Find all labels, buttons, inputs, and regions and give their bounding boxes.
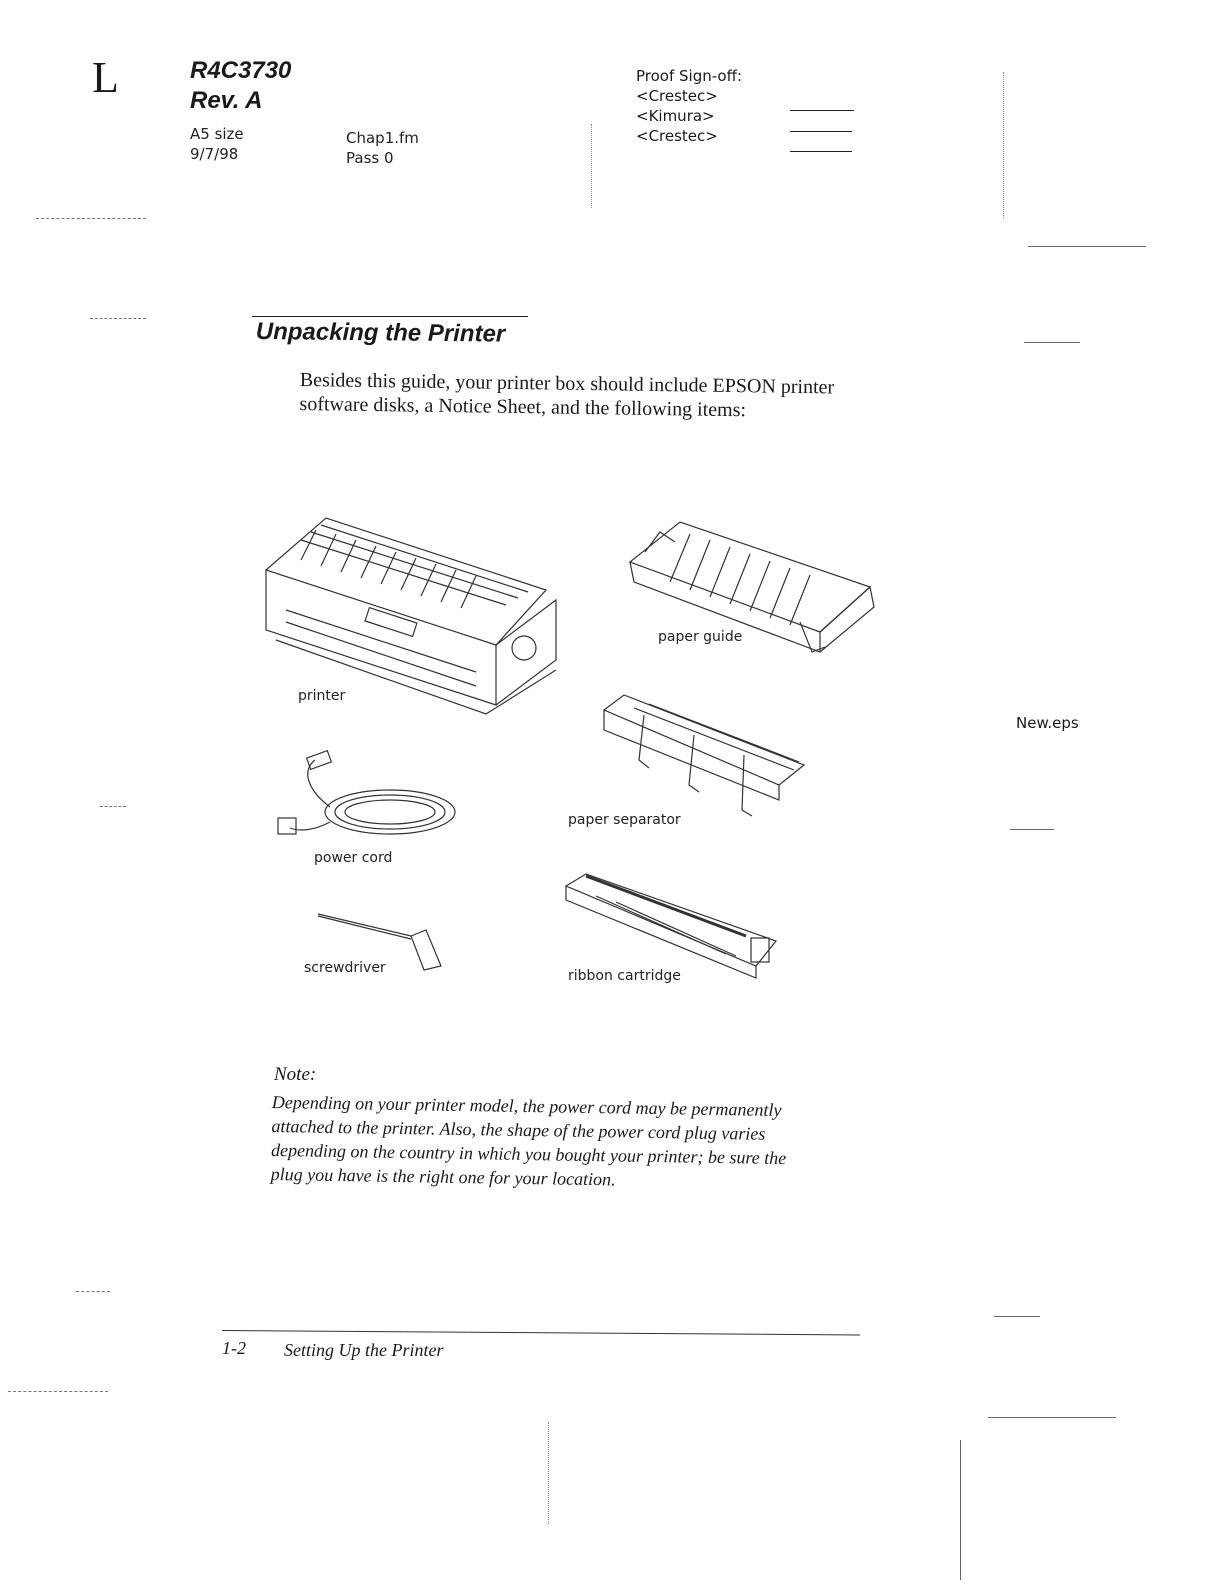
crop-mark [8,1391,108,1392]
footer-chapter-title: Setting Up the Printer [284,1340,444,1360]
caption-paper-guide: paper guide [658,629,743,645]
crop-mark [994,1316,1040,1317]
paper-separator-illustration [584,690,814,830]
note-line: plug you have is the right one for your location. [270,1163,616,1190]
meta-size: A5 size [190,125,244,143]
section-title: Unpacking the Printer [255,318,506,348]
side-label: New.eps [1016,714,1079,732]
crop-mark [1010,829,1054,830]
meta-size-date [190,124,244,164]
note-title: Note: [274,1064,317,1085]
caption-printer: printer [298,688,346,704]
note-line: depending on the country in which you bought your printer; be sure the [270,1139,787,1169]
proof-signoff [636,66,742,146]
crop-mark [960,1440,961,1580]
crop-mark [76,1291,110,1292]
corner-letter: L [92,53,119,102]
note-line: Depending on your printer model, the power cord may be permanently [271,1091,782,1121]
note-line: attached to the printer. Also, the shape of the power cord plug varies [271,1115,766,1144]
crop-mark [1028,246,1146,247]
signoff-entry: <Kimura> [636,107,715,125]
revision: Rev. A [190,87,263,114]
meta-file: Chap1.fm [346,129,419,147]
signoff-line [790,110,854,111]
footer-rule [222,1330,860,1335]
meta-pass: Pass 0 [346,149,394,167]
caption-paper-separator: paper separator [568,812,681,828]
signoff-entry: <Crestec> [636,127,718,145]
crop-mark [100,806,126,807]
crop-mark [548,1422,549,1524]
doc-number: R4C3730 [190,57,292,84]
signoff-line [790,131,852,132]
intro-paragraph [299,368,900,424]
meta-date: 9/7/98 [190,145,239,163]
crop-mark [591,124,592,208]
signoff-entry: <Crestec> [636,87,718,105]
power-cord-illustration [270,752,470,852]
document-id [190,56,291,116]
intro-line: software disks, a Notice Sheet, and the following items: [299,392,747,422]
intro-line: Besides this guide, your printer box should include EPSON printer [299,368,835,399]
caption-screwdriver: screwdriver [304,960,386,976]
note-body [270,1090,871,1195]
section-rule [252,316,528,317]
crop-mark [1003,72,1004,218]
crop-mark [988,1417,1116,1418]
crop-mark [36,218,146,219]
printer-illustration [256,500,566,740]
meta-file-pass [346,128,419,168]
signoff-line [790,151,852,152]
crop-mark [1024,342,1080,343]
crop-mark [90,318,146,319]
caption-power-cord: power cord [314,850,393,866]
footer-page-number: 1-2 [222,1338,246,1358]
signoff-title: Proof Sign-off: [636,67,742,85]
caption-ribbon-cartridge: ribbon cartridge [568,968,681,984]
